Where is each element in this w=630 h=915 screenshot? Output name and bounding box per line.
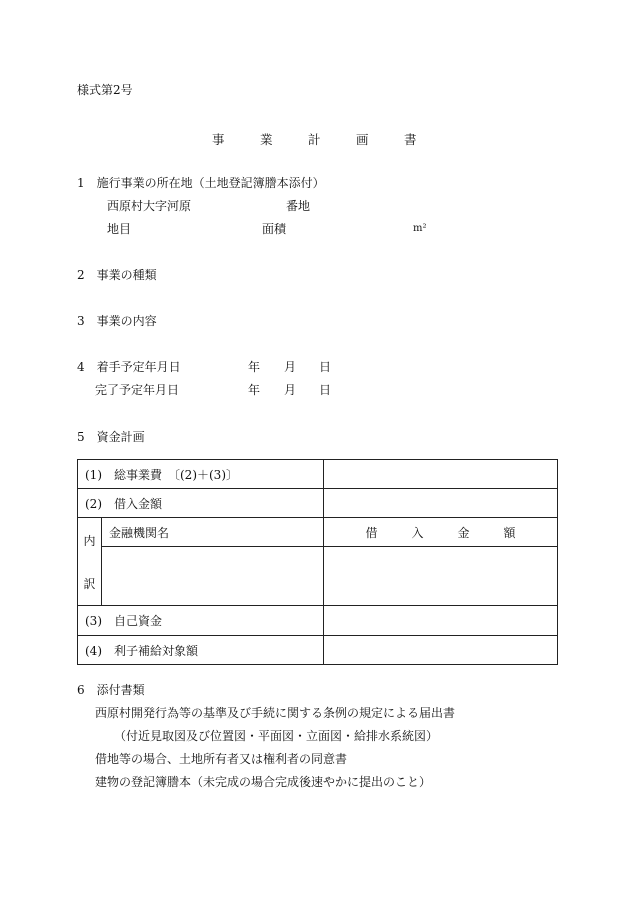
attachment-item: 西原村開発行為等の基準及び手続に関する条例の規定による届出書 bbox=[95, 706, 456, 720]
table-row bbox=[78, 518, 558, 547]
table-row bbox=[78, 460, 558, 489]
loan-amount-char: 借 bbox=[365, 525, 378, 540]
title-char: 計 bbox=[308, 132, 321, 147]
loan-amount-char: 入 bbox=[411, 525, 424, 540]
section3-heading: 3 事業の内容 bbox=[77, 314, 157, 328]
start-day: 日 bbox=[319, 360, 332, 374]
finance-table bbox=[77, 459, 558, 665]
start-date-label: 4 着手予定年月日 bbox=[77, 360, 181, 374]
borrowed-amount-label: (2) 借入金額 bbox=[78, 489, 324, 518]
institution-value bbox=[102, 547, 324, 606]
table-row bbox=[78, 606, 558, 636]
section2-heading: 2 事業の種類 bbox=[77, 268, 157, 282]
section1-heading: 1 施行事業の所在地（土地登記簿謄本添付） bbox=[77, 176, 325, 190]
institution-header: 金融機関名 bbox=[102, 518, 324, 547]
breakdown-char: 内 bbox=[83, 533, 96, 548]
complete-day: 日 bbox=[319, 383, 332, 397]
interest-subsidy-label: (4) 利子補給対象額 bbox=[78, 636, 324, 665]
total-cost-label: (1) 総事業費 〔(2)＋(3)〕 bbox=[78, 460, 324, 489]
breakdown-label bbox=[78, 518, 102, 606]
own-funds-value bbox=[324, 606, 558, 636]
area-label: 面積 bbox=[262, 222, 287, 236]
table-row bbox=[78, 547, 558, 606]
table-row bbox=[78, 489, 558, 518]
complete-date-label: 完了予定年月日 bbox=[95, 383, 180, 397]
attachment-item: 借地等の場合、土地所有者又は権利者の同意書 bbox=[95, 752, 348, 766]
land-type-label: 地目 bbox=[107, 222, 132, 236]
form-number: 様式第2号 bbox=[77, 83, 133, 97]
lot-label: 番地 bbox=[286, 199, 311, 213]
total-cost-value bbox=[324, 460, 558, 489]
attachment-item: （付近見取図及び位置図・平面図・立面図・給排水系統図） bbox=[114, 729, 439, 743]
start-month: 月 bbox=[284, 360, 297, 374]
title-char: 画 bbox=[356, 132, 369, 147]
section6-heading: 6 添付書類 bbox=[77, 683, 145, 697]
own-funds-label: (3) 自己資金 bbox=[78, 606, 324, 636]
title-char: 書 bbox=[404, 132, 417, 147]
loan-amount-char: 額 bbox=[503, 525, 516, 540]
interest-subsidy-value bbox=[324, 636, 558, 665]
borrowed-amount-value bbox=[324, 489, 558, 518]
breakdown-char: 訳 bbox=[83, 576, 96, 591]
loan-amount-char: 金 bbox=[457, 525, 470, 540]
area-unit: m² bbox=[413, 223, 427, 234]
table-row bbox=[78, 636, 558, 665]
village-label: 西原村大字河原 bbox=[107, 199, 192, 213]
title-char: 業 bbox=[260, 132, 273, 147]
complete-month: 月 bbox=[284, 383, 297, 397]
loan-amount-value bbox=[324, 547, 558, 606]
title-char: 事 bbox=[212, 132, 225, 147]
start-year: 年 bbox=[248, 360, 261, 374]
complete-year: 年 bbox=[248, 383, 261, 397]
section5-heading: 5 資金計画 bbox=[77, 430, 145, 444]
attachment-item: 建物の登記簿謄本（未完成の場合完成後速やかに提出のこと） bbox=[95, 775, 432, 789]
loan-amount-header bbox=[324, 518, 558, 547]
